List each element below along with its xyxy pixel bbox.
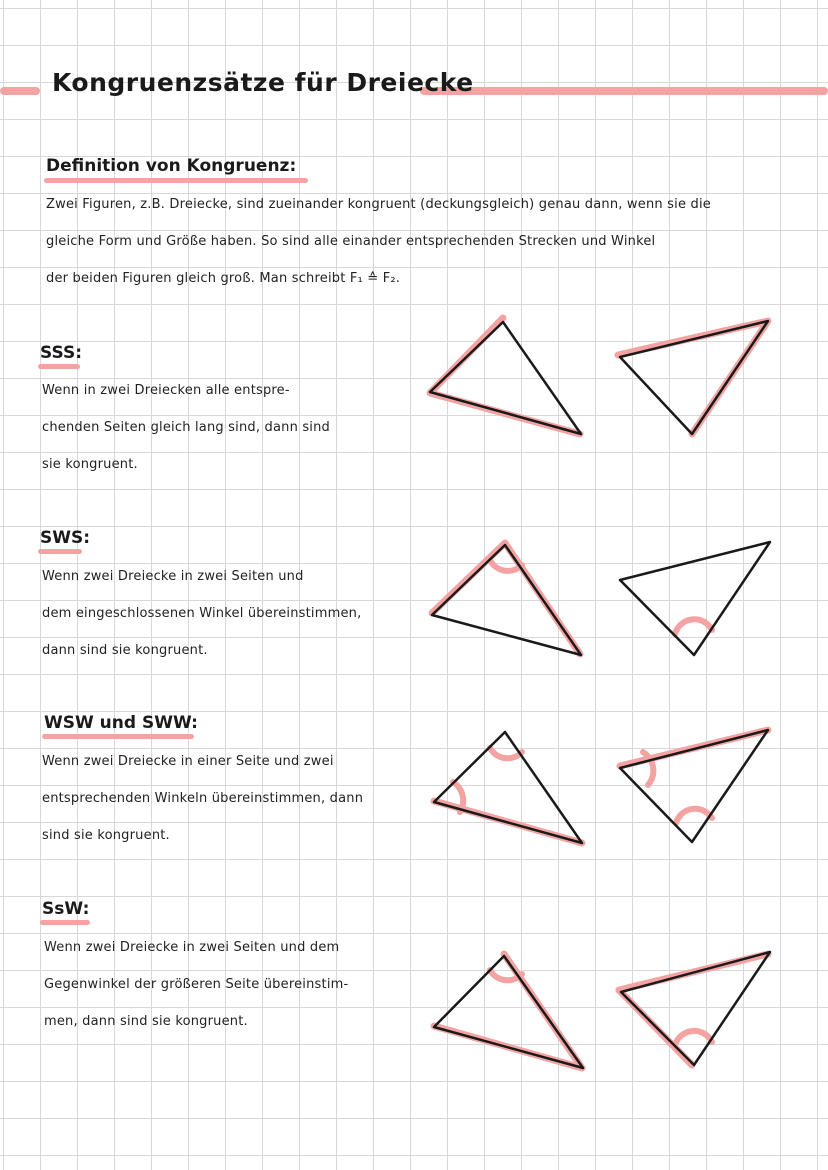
- ssw-line-3: men, dann sind sie kongruent.: [44, 1014, 248, 1029]
- sss-line-1: Wenn in zwei Dreiecken alle entspre-: [42, 383, 290, 398]
- sws-line-1: Wenn zwei Dreiecke in zwei Seiten und: [42, 569, 304, 584]
- sss-line-3: sie kongruent.: [42, 457, 138, 472]
- sws-heading: SWS:: [40, 528, 91, 548]
- wsw-heading: WSW und SWW:: [44, 713, 198, 733]
- wsw-line-1: Wenn zwei Dreiecke in einer Seite und zwei: [42, 754, 334, 769]
- sss-line-2: chenden Seiten gleich lang sind, dann sind: [42, 420, 331, 435]
- sws-line-2: dem eingeschlossenen Winkel übereinstimmen,: [42, 606, 362, 621]
- definition-line-1: Zwei Figuren, z.B. Dreiecke, sind zueinander kongruent (deckungsgleich) genau dann, wenn sie die: [46, 197, 711, 212]
- ssw-line-1: Wenn zwei Dreiecke in zwei Seiten und dem: [44, 940, 340, 955]
- wsw-line-3: sind sie kongruent.: [42, 828, 170, 843]
- definition-heading: Definition von Kongruenz:: [46, 156, 297, 176]
- sss-heading: SSS:: [40, 343, 83, 363]
- sws-line-3: dann sind sie kongruent.: [42, 643, 208, 658]
- definition-line-3: der beiden Figuren gleich groß. Man schreibt F₁ ≙ F₂.: [46, 271, 401, 286]
- definition-line-2: gleiche Form und Größe haben. So sind alle einander entsprechenden Strecken und Winkel: [46, 234, 656, 249]
- ssw-heading: SsW:: [42, 899, 90, 919]
- ssw-line-2: Gegenwinkel der größeren Seite übereinstim-: [44, 977, 349, 992]
- wsw-line-2: entsprechenden Winkeln übereinstimmen, dann: [42, 791, 364, 806]
- page-title: Kongruenzsätze für Dreiecke: [52, 68, 474, 97]
